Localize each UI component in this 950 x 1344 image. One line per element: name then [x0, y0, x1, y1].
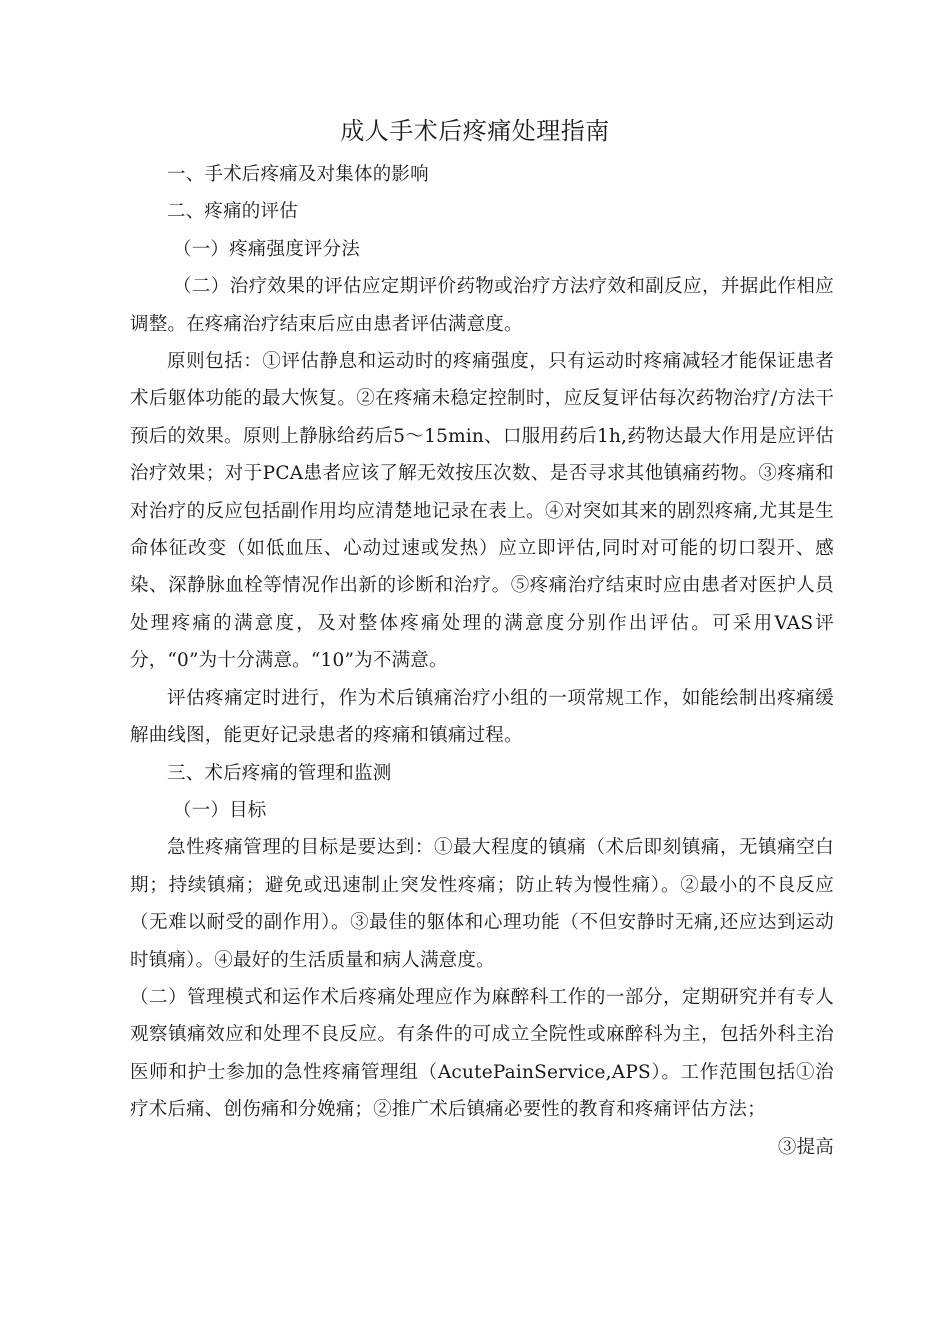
subheading-3-1: （一）目标 — [173, 799, 267, 821]
paragraph-principles: 原则包括：①评估静息和运动时的疼痛强度，只有运动时疼痛减轻才能保证患者术后躯体功能的最大恢复。②在疼痛未稳定控制时，应反复评估每次药物治疗/方法干预后的效果。原则上静脉给药后5〜15min、口服用药后1h,药物达最大作用是应评估治疗效果；对于PCA患者应该了解无效按压次数、是否寻求其他镇痛药物。③疼痛和对治疗的反应包括副作用均应清楚地记录在表上。④对突如其来的剧烈疼痛,尤其是生命体征改变（如低血压、心动过速或发热）应立即评估,同时对可能的切口裂开、感染、深静脉血栓等情况作出新的诊断和治疗。⑤疼痛治疗结束时应由患者对医护人员处理疼痛的满意度，及对整体疼痛处理的满意度分别作出评估。可采用VAS评分，“0”为十分满意。“10”为不满意。 — [130, 351, 834, 672]
subheading-2-1: （一）疼痛强度评分法 — [173, 238, 361, 260]
paragraph-timed-assessment: 评估疼痛定时进行，作为术后镇痛治疗小组的一项常规工作，如能绘制出疼痛缓解曲线图，能更好记录患者的疼痛和镇痛过程。 — [130, 687, 834, 747]
paragraph-goals: 急性疼痛管理的目标是要达到：①最大程度的镇痛（术后即刻镇痛，无镇痛空白期；持续镇痛；避免或迅速制止突发性疼痛；防止转为慢性痛）。②最小的不良反应（无难以耐受的副作用）。③最佳的躯体和心理功能（不但安静时无痛,还应达到运动时镇痛）。④最好的生活质量和病人满意度。 — [130, 837, 834, 971]
heading-2: 二、疼痛的评估 — [167, 201, 298, 223]
document-title: 成人手术后疼痛处理指南 — [340, 117, 610, 145]
heading-1: 一、手术后疼痛及对集体的影响 — [167, 164, 429, 185]
document-body — [130, 156, 834, 1166]
paragraph-2-2: （二）治疗效果的评估应定期评价药物或治疗方法疗效和副反应，并据此作相应调整。在疼痛治疗结束后应由患者评估满意度。 — [130, 276, 834, 335]
paragraph-management-model: （二）管理模式和运作术后疼痛处理应作为麻醉科工作的一部分，定期研究并有专人观察镇痛效应和处理不良反应。有条件的可成立全院性或麻醉科为主，包括外科主治医师和护士参加的急性疼痛管理组（AcutePainService,APS）。工作范围包括①治疗术后痛、创伤痛和分娩痛；②推广术后镇痛必要性的教育和疼痛评估方法； — [130, 986, 834, 1121]
paragraph-continuation: ③提高 — [777, 1136, 834, 1158]
heading-3: 三、术后疼痛的管理和监测 — [167, 762, 392, 784]
